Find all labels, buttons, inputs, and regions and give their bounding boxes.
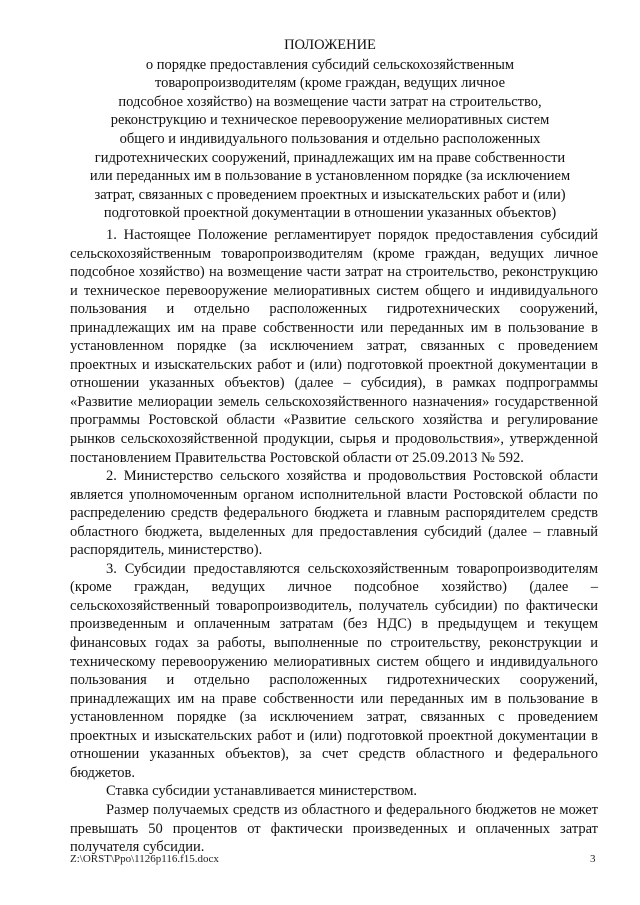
paragraph-1: 1. Настоящее Положение регламентирует порядок предоставления субсидий сельскохозяйственным товаропроизводителям (кроме граждан, ведущих личное подсобное хозяйство) на возмещение части затрат на строительство, реконструкцию и техническое перевооружение мелиоративных систем общего и индивидуального пользования и отдельно расположенных гидротехнических сооружений, принадлежащих им на праве собственности или переданных им в пользование в установленном порядке (за исключением затрат, связанных с проведением проектных и изыскательских работ и (или) подготовкой проектной документации в отношении указанных объектов) (далее – субсидия), в рамках подпрограммы «Развитие мелиорации земель сельскохозяйственного назначения» государственной программы Ростовской области «Развитие сельского хозяйства и регулирование рынков сельскохозяйственной продукции, сырья и продовольствия», утвержденной постановлением Правительства Ростовской области от 25.09.2013 № 592. — [70, 227, 598, 466]
document-subtitle-line: или переданных им в пользование в установленном порядке (за исключением — [89, 168, 571, 185]
footer-file-path: Z:\ORST\Ppo\1126p116.f15.docx — [70, 853, 219, 865]
document-body — [70, 226, 598, 857]
document-subtitle-line: реконструкцию и техническое перевооружение мелиоративных систем — [110, 112, 550, 129]
footer-page-number: 3 — [590, 853, 596, 865]
document-subtitle-line: товаропроизводителям (кроме граждан, ведущих личное — [154, 75, 506, 92]
document-subtitle-line: подсобное хозяйство) на возмещение части затрат на строительство, — [118, 93, 542, 110]
document-subtitle-line: общего и индивидуального пользования и отдельно расположенных — [119, 130, 541, 147]
document-subtitle-line: гидротехнических сооружений, принадлежащих им на праве собственности — [94, 149, 566, 166]
paragraph-3: 3. Субсидии предоставляются сельскохозяйственным товаропроизводителям (кроме граждан, ведущих личное подсобное хозяйство) (далее – сельскохозяйственный товаропроизводитель, получатель субсидии) по фактически произведенным и оплаченным затратам (без НДС) в предыдущем и текущем финансовых годах за работы, выполненные по строительству, реконструкции и техническому перевооружению мелиоративных систем общего и индивидуального пользования и отдельно расположенных гидротехнических сооружений, принадлежащих им на праве собственности или переданных им в пользование в установленном порядке (за исключением затрат, связанных с проведением проектных и изыскательских работ и (или) подготовкой проектной документации в отношении указанных объектов), за счет средств областного и федерального бюджетов. — [70, 560, 598, 781]
document-title-block — [80, 36, 580, 223]
document-subtitle-line: подготовкой проектной документации в отношении указанных объектов) — [103, 205, 557, 222]
document-heading: ПОЛОЖЕНИЕ — [284, 37, 376, 53]
document-subtitle-line: о порядке предоставления субсидий сельскохозяйственным — [145, 56, 515, 73]
paragraph-2: 2. Министерство сельского хозяйства и продовольствия Ростовской области является уполномоченным органом исполнительной власти Ростовской области по распределению средств федерального бюджета и главным распорядителем средств областного бюджета, выделенных для предоставления субсидий (далее – главный распорядитель, министерство). — [70, 468, 598, 559]
paragraph-subsidy-rate: Ставка субсидии устанавливается министерством. — [106, 783, 418, 800]
document-subtitle-line: затрат, связанных с проведением проектных и изыскательских работ и (или) — [94, 186, 566, 203]
paragraph-subsidy-limit: Размер получаемых средств из областного и федерального бюджетов не может превышать 50 процентов от фактически произведенных и оплаченных затрат получателя субсидии. — [70, 801, 598, 856]
